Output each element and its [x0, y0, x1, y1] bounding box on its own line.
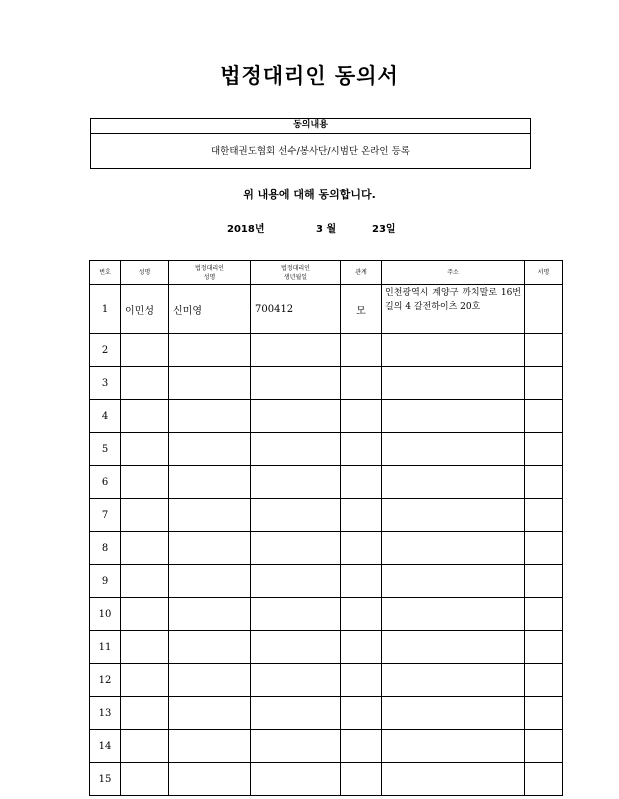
cell-name [121, 664, 169, 697]
cell-signature [525, 334, 563, 367]
table-row [90, 598, 563, 631]
cell-guardian-name [169, 697, 251, 730]
cell-signature [525, 664, 563, 697]
cell-guardian-birth [251, 565, 341, 598]
cell-signature [525, 730, 563, 763]
cell-guardian-birth [251, 763, 341, 796]
table-row [90, 334, 563, 367]
table-row [90, 499, 563, 532]
cell-name: 이민성 [121, 285, 169, 334]
consent-header: 동의내용 [91, 119, 530, 134]
date-year: 2018년 [227, 224, 265, 235]
cell-relation [341, 598, 382, 631]
cell-number: 4 [90, 400, 121, 433]
cell-guardian-name [169, 565, 251, 598]
cell-relation [341, 763, 382, 796]
table-body [90, 285, 563, 796]
cell-number: 11 [90, 631, 121, 664]
table-row [90, 730, 563, 763]
table-row [90, 697, 563, 730]
table-row [90, 631, 563, 664]
cell-signature [525, 763, 563, 796]
cell-guardian-name [169, 433, 251, 466]
table-row [90, 367, 563, 400]
cell-guardian-birth: 700412 [251, 285, 341, 334]
cell-guardian-birth [251, 367, 341, 400]
cell-guardian-name [169, 334, 251, 367]
cell-address [382, 565, 525, 598]
cell-address [382, 367, 525, 400]
cell-signature [525, 565, 563, 598]
cell-number: 3 [90, 367, 121, 400]
cell-guardian-birth [251, 664, 341, 697]
table-row [90, 664, 563, 697]
cell-number: 1 [90, 285, 121, 334]
cell-signature [525, 433, 563, 466]
cell-number: 7 [90, 499, 121, 532]
cell-name [121, 565, 169, 598]
cell-name [121, 697, 169, 730]
table-row [90, 532, 563, 565]
cell-relation [341, 664, 382, 697]
cell-signature [525, 285, 563, 334]
cell-guardian-birth [251, 730, 341, 763]
cell-address [382, 763, 525, 796]
cell-relation [341, 631, 382, 664]
cell-guardian-name [169, 367, 251, 400]
cell-relation [341, 499, 382, 532]
cell-guardian-birth [251, 631, 341, 664]
cell-name [121, 499, 169, 532]
cell-name [121, 598, 169, 631]
cell-relation [341, 532, 382, 565]
cell-number: 12 [90, 664, 121, 697]
cell-relation [341, 565, 382, 598]
cell-number: 14 [90, 730, 121, 763]
cell-number: 5 [90, 433, 121, 466]
cell-signature [525, 466, 563, 499]
cell-relation [341, 466, 382, 499]
document-title: 법정대리인 동의서 [220, 63, 399, 88]
date-day: 23일 [372, 224, 396, 235]
cell-address [382, 697, 525, 730]
cell-guardian-birth [251, 400, 341, 433]
cell-name [121, 532, 169, 565]
cell-signature [525, 532, 563, 565]
cell-relation [341, 334, 382, 367]
cell-name [121, 433, 169, 466]
cell-guardian-birth [251, 433, 341, 466]
consent-box [90, 118, 531, 169]
cell-name [121, 367, 169, 400]
cell-address [382, 433, 525, 466]
agreement-statement: 위 내용에 대해 동의합니다. [243, 188, 376, 201]
cell-name [121, 466, 169, 499]
cell-address [382, 598, 525, 631]
cell-relation [341, 367, 382, 400]
guardian-table [89, 260, 563, 796]
header-signature: 서명 [525, 261, 563, 285]
cell-address [382, 664, 525, 697]
cell-address [382, 532, 525, 565]
cell-number: 13 [90, 697, 121, 730]
cell-guardian-birth [251, 466, 341, 499]
cell-number: 2 [90, 334, 121, 367]
cell-guardian-birth [251, 697, 341, 730]
cell-guardian-name [169, 631, 251, 664]
cell-address [382, 631, 525, 664]
table-row [90, 466, 563, 499]
cell-guardian-birth [251, 598, 341, 631]
cell-signature [525, 631, 563, 664]
cell-number: 8 [90, 532, 121, 565]
cell-number: 6 [90, 466, 121, 499]
cell-number: 15 [90, 763, 121, 796]
header-guardian-name: 법정대리인 성명 [169, 261, 251, 285]
cell-signature [525, 697, 563, 730]
cell-signature [525, 598, 563, 631]
cell-guardian-birth [251, 532, 341, 565]
cell-signature [525, 400, 563, 433]
cell-guardian-name [169, 664, 251, 697]
cell-guardian-name [169, 730, 251, 763]
cell-guardian-name: 신미영 [169, 285, 251, 334]
consent-content: 대한태권도협회 선수/봉사단/시범단 온라인 등록 [210, 146, 410, 157]
cell-address: 인천광역시 계양구 까치말로 16번길의 4 갈전하이츠 20호 [382, 285, 525, 334]
cell-address [382, 400, 525, 433]
cell-guardian-name [169, 763, 251, 796]
header-address: 주소 [382, 261, 525, 285]
table-row [90, 285, 563, 334]
table-row [90, 433, 563, 466]
cell-guardian-birth [251, 334, 341, 367]
cell-address [382, 466, 525, 499]
cell-guardian-name [169, 466, 251, 499]
header-name: 성명 [121, 261, 169, 285]
cell-number: 9 [90, 565, 121, 598]
table-row [90, 565, 563, 598]
cell-guardian-name [169, 532, 251, 565]
cell-relation [341, 433, 382, 466]
cell-name [121, 334, 169, 367]
cell-guardian-name [169, 400, 251, 433]
cell-address [382, 499, 525, 532]
cell-guardian-name [169, 598, 251, 631]
table-row [90, 400, 563, 433]
header-number: 번호 [90, 261, 121, 285]
cell-signature [525, 367, 563, 400]
cell-address [382, 730, 525, 763]
cell-relation [341, 697, 382, 730]
cell-name [121, 400, 169, 433]
cell-name [121, 631, 169, 664]
table-header-row [90, 261, 563, 285]
cell-number: 10 [90, 598, 121, 631]
cell-guardian-name [169, 499, 251, 532]
cell-relation [341, 730, 382, 763]
cell-name [121, 763, 169, 796]
date-month: 3 월 [316, 224, 337, 235]
table-row [90, 763, 563, 796]
cell-signature [525, 499, 563, 532]
cell-address [382, 334, 525, 367]
cell-relation [341, 400, 382, 433]
cell-relation: 모 [341, 285, 382, 334]
cell-guardian-birth [251, 499, 341, 532]
header-relation: 관계 [341, 261, 382, 285]
cell-name [121, 730, 169, 763]
header-guardian-birth: 법정대리인 생년월일 [251, 261, 341, 285]
